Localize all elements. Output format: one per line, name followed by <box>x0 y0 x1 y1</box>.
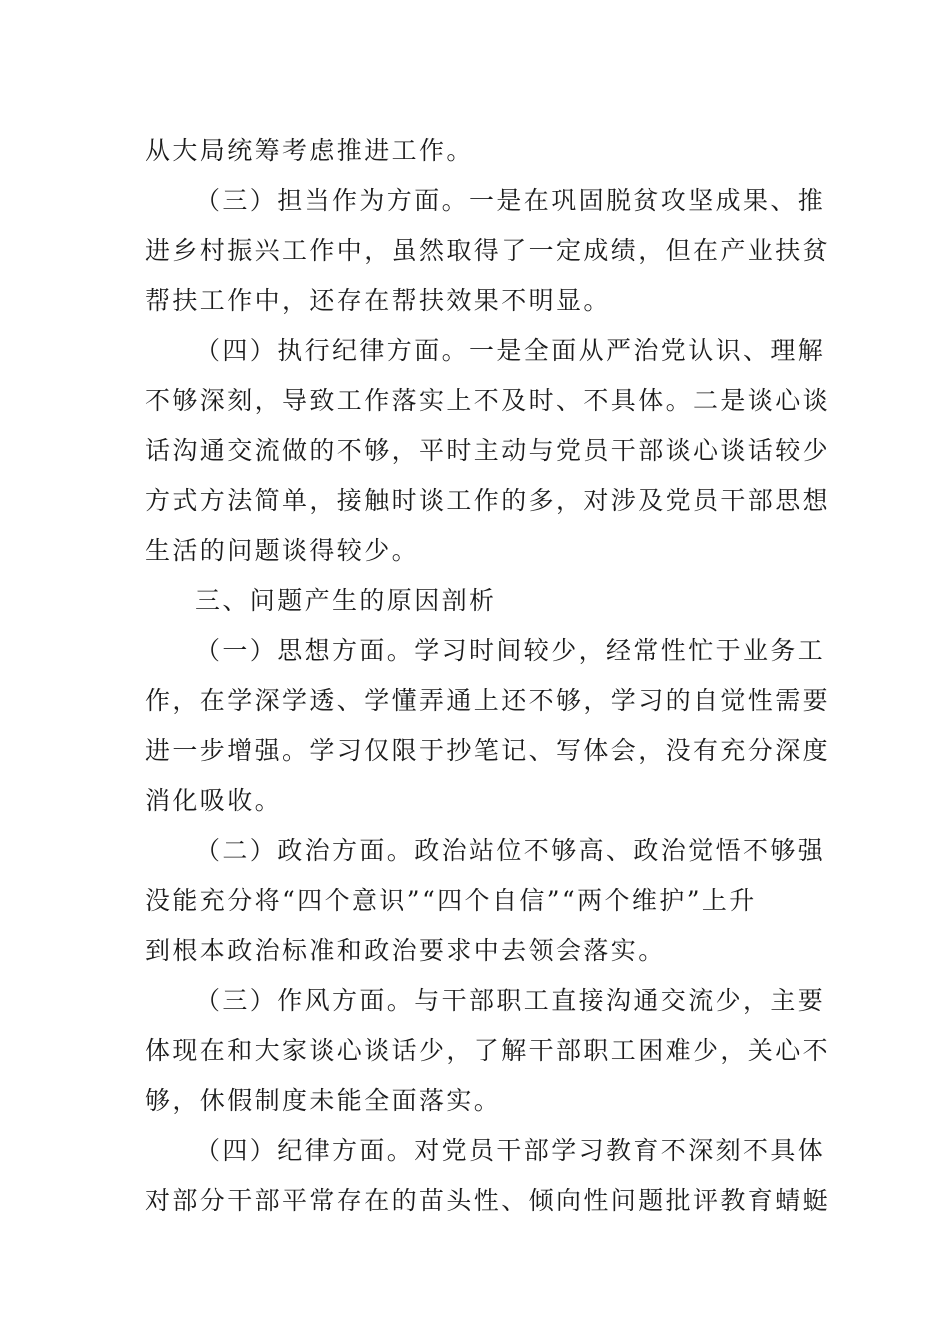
paragraph-start-line: （三）作风方面。与干部职工直接沟通交流少，主要 <box>195 986 826 1015</box>
text-line: 进一步增强。学习仅限于抄笔记、写体会，没有充分深度 <box>145 736 831 765</box>
text-line: 方式方法简单，接触时谈工作的多，对涉及党员干部思想 <box>145 486 831 515</box>
paragraph-start-line: （四）纪律方面。对党员干部学习教育不深刻不具体 <box>195 1136 826 1165</box>
paragraph-start-line: （四）执行纪律方面。一是全面从严治党认识、理解 <box>195 336 826 365</box>
text-line: 到根本政治标准和政治要求中去领会落实。 <box>145 936 666 965</box>
text-line: 进乡村振兴工作中，虽然取得了一定成绩，但在产业扶贫 <box>145 236 831 265</box>
paragraph-start-line: （三）担当作为方面。一是在巩固脱贫攻坚成果、推 <box>195 186 826 215</box>
paragraph-start-line: （二）政治方面。政治站位不够高、政治觉悟不够强 <box>195 836 826 865</box>
text-line: 消化吸收。 <box>145 786 283 815</box>
text-line: 帮扶工作中，还存在帮扶效果不明显。 <box>145 286 611 315</box>
section-heading: 三、问题产生的原因剖析 <box>195 586 497 615</box>
text-line: 话沟通交流做的不够，平时主动与党员干部谈心谈话较少 <box>145 436 831 465</box>
text-line: 对部分干部平常存在的苗头性、倾向性问题批评教育蜻蜓 <box>145 1186 831 1215</box>
text-line: 够，休假制度未能全面落实。 <box>145 1086 502 1115</box>
text-line: 作，在学深学透、学懂弄通上还不够，学习的自觉性需要 <box>145 686 831 715</box>
text-line: 没能充分将“四个意识”“四个自信”“两个维护”上升 <box>145 886 757 915</box>
text-line: 从大局统筹考虑推进工作。 <box>145 136 474 165</box>
text-line: 体现在和大家谈心谈话少，了解干部职工困难少，关心不 <box>145 1036 831 1065</box>
text-line: 不够深刻，导致工作落实上不及时、不具体。二是谈心谈 <box>145 386 831 415</box>
paragraph-start-line: （一）思想方面。学习时间较少，经常性忙于业务工 <box>195 636 826 665</box>
text-line: 生活的问题谈得较少。 <box>145 536 420 565</box>
